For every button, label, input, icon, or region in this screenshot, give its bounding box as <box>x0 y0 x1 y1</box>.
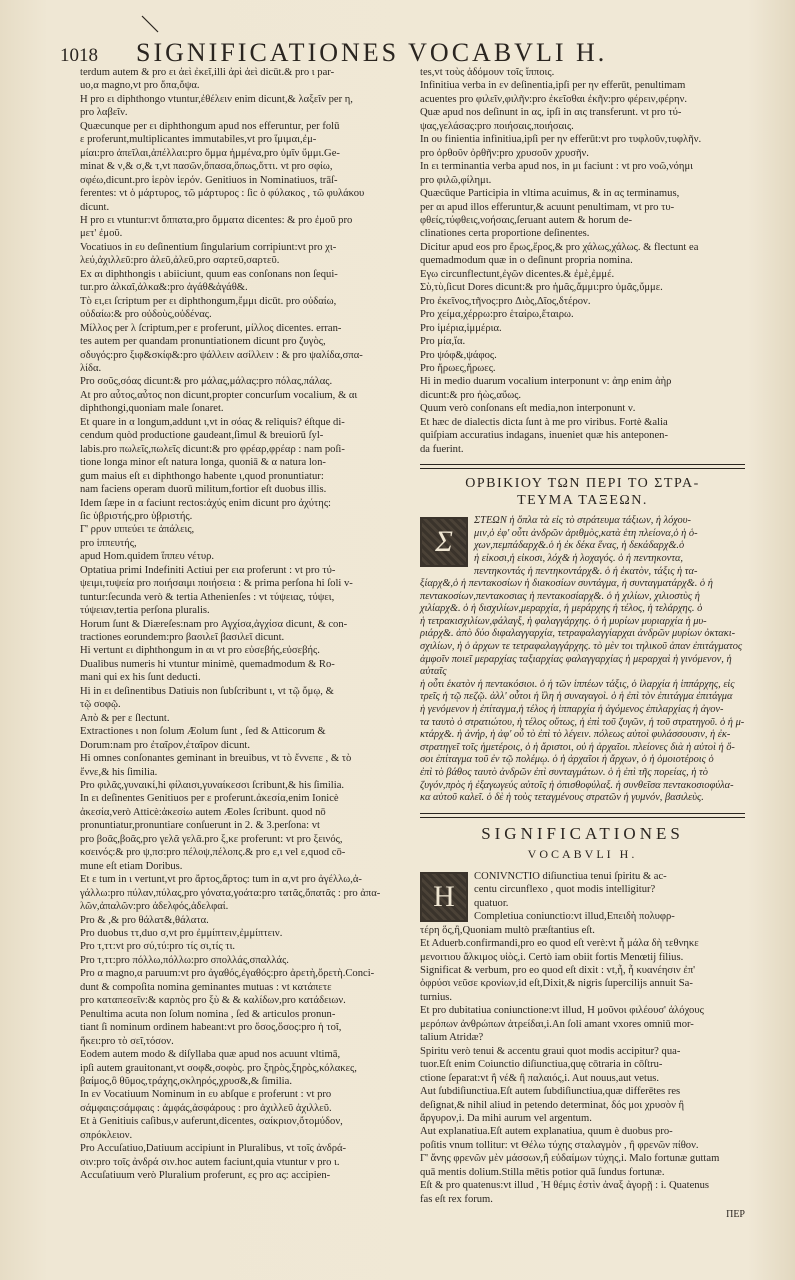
text-line: Pro ἐκεῖνος,τῆνος:pro Διὸς,Δῖος,δτέρον. <box>420 295 591 307</box>
text-line: da fuerint. <box>420 443 464 455</box>
greek-text-line: ἡ γενόμενον ἡ ἐπίταγμα,ἡ τέλος ἡ ἱππαρχία ἡ ἀγόμενος ἐπιλαρχίας ἡ ἀγον- <box>420 704 724 716</box>
text-line: Εγω circunflectunt,ἐγῶν dicentes.& ἐμὲ,ἐμμέ. <box>420 268 615 280</box>
text-line: Pro σοῦς,σόας dicunt:& pro μάλας,μάλας:pro πόλας,πάλας. <box>80 376 333 388</box>
latin-text-line: ὀφρύσι νεῦσε κρονίων,id eſt,Dixit,& nigris ſupercilijs annuit Sa- <box>420 978 693 990</box>
text-line: ψας,γελάσας:pro ποιήσαις,ποιήσαις. <box>420 120 574 132</box>
text-line: σφέω,dicunt.pro ἱερὸν ἰερόν. Genitiuos in Nominatiuos, trāſ- <box>80 174 338 186</box>
text-line: ipſi autem grauitonant,vt σοφ&,σοφὸς. pro ξηρὸς,ξηρὸς,κόλακες, <box>80 1062 357 1074</box>
greek-text-line: ξίαρχ&,ὁ ἡ πεντακοσίων ἡ διακοσίων συντάγμα, ἡ συνταγματάρχ&. ὁ ἡ <box>420 578 713 590</box>
greek-text-line: ἀμφοῖν ποιεῖ μεραρχίας ταξιαρχίας φαλαγγαρχίας ἡ μεραρχαὶ ἡ γινόμενον, ἡ αὐταῖς <box>420 653 732 678</box>
latin-text-line: Spiritu verò tenui & accentu graui quot modis accipitur? qua- <box>420 1045 681 1057</box>
latin-section-body <box>420 870 745 1206</box>
latin-heading-line-2: VOCABVLI H. <box>527 846 638 861</box>
text-line: Dualibus numeris hi vtuntur minimè, quemadmodum & Ro- <box>80 658 335 670</box>
greek-text-line: ἐπὶ τὸ βάθος ταυτὸ ἀνδρῶν ἐπὶ συνταγμάτων. ὁ ἡ ἐπὶ τῆς πορείας, ἡ τὸ <box>420 767 708 779</box>
text-line: Pro & ,& pro θάλατ&,θάλατα. <box>80 914 209 926</box>
text-line: In ει deſinentes Genitiuos per ε proferunt.ἀκεσία,enim Ionicè <box>80 793 339 805</box>
text-line: per αι apud illos efferuntur,& acuunt penultimam, vt pro τυ- <box>420 201 675 213</box>
greek-text-line: σοι ἐπίταγμα τοῦ ἐν τῷ πολέμῳ. ὁ ἡ ἀρχαῖοι ἡ ἄρχων, ὁ ἡ ὀμοιοτέροις ὁ <box>420 754 714 766</box>
text-line: quiſpiam accuratius indagans, inueniet quæ his anteponen- <box>420 430 669 442</box>
text-line: pronuntiatur,pronuntiare conſuerunt in 2. & 3.perſona: vt <box>80 820 320 832</box>
text-line: μετ' ἐμοῦ. <box>80 228 123 240</box>
text-line: At pro αὖτος,αὖτος non dicunt,propter concurſum vocalium, & αι <box>80 389 358 401</box>
section-divider <box>420 813 745 818</box>
text-line: λεύ,ἀχιλλεῦ:pro ἀλεῦ,ἀλεῦ,pro σαρτεῦ,σαρτεῦ. <box>80 255 280 267</box>
latin-text-line: Aut ſubdiſiunctiua.Eſt autem ſubdiſiunctiua,quæ differētes res <box>420 1086 681 1098</box>
text-line: Horum ſunt & Diæreſes:nam pro Αγχίσα,ἀγχίσα dicunt, & con- <box>80 618 348 630</box>
text-line: Απὸ & per ε ſlectunt. <box>80 712 170 724</box>
latin-text-line: ἄργυρον,i. Da mihi aurum vel argentum. <box>420 1112 592 1124</box>
greek-text-line: χων,πεμπάδαρχ&.ὁ ἡ ἐκ δέκα ἕνας, ἡ δεκάδαρχ&.ὁ <box>474 540 685 552</box>
text-line: Γ' ρρυν ιππεύει τε ἀπάλεις, <box>80 524 195 536</box>
text-line: Accuſatiuum verò Pluralium proferunt, ες pro ας: accipien- <box>80 1170 331 1182</box>
text-line: τύψειαν,tertia perſona pluralis. <box>80 605 210 617</box>
text-line: tur.pro ἀλκαῖ,ἀλκα&:pro ἀγάθ&ἀγάθ&. <box>80 282 248 294</box>
right-column-top-text <box>420 66 745 456</box>
text-line: τῷ σοφῷ. <box>80 699 121 711</box>
text-line: Hi omnes conſonantes geminant in breuibus, vt τὸ ἔννεπε , & τὸ <box>80 753 352 765</box>
text-line: minat & ν,& σ,& τ,vt πασῶν,ὄπασα,ὅπως,ὅττι. vt pro σφίω, <box>80 161 333 173</box>
text-line: dicunt:& pro ἠὼς,αὔως. <box>420 389 522 401</box>
greek-text-line: τα ταυτὸ ὁ στρατιώτου, ἡ τέλος οὕτως, ἡ ἐπὶ τοῦ ζυγῶν, ἡ τοῦ στρατηγοῦ. ὁ ἡ μ- <box>420 716 745 728</box>
text-line: Eodem autem modo & diſyllaba quæ apud nos acuunt vltimā, <box>80 1049 341 1061</box>
latin-text-line: τέρη ὅς,ἢ,Quoniam multò præſtantius eſt. <box>420 924 595 936</box>
greek-heading-line-2: ΤΕΥΜΑ ΤΑΞΕΩΝ. <box>517 493 648 509</box>
text-line: Hi in medio duarum vocalium interponunt ν: ἀηρ enim ἀὴρ <box>420 376 672 388</box>
text-line: γάλλω:pro πύλαν,πύλας,pro γόνατα,γοάτα:pro τατᾶς,ὄπατᾶς : pro ἀπα- <box>80 887 381 899</box>
greek-text-line: κτάρχ&. ἡ ἀνήρ, ἡ ἀφ' οὗ τὸ ἐπὶ τὸ λέγειν. πόλεως αὐτοὶ φυλάσσουσιν, ἡ ἐκ- <box>420 729 731 741</box>
text-line: pro λαβεῖν. <box>80 107 128 119</box>
text-line: λίδα. <box>80 362 102 374</box>
text-line: pro φιλῶ,φίλημι. <box>420 174 492 186</box>
text-line: terdum autem & pro ει ἀεὶ ἐκεῖ,illi ἀρὶ ἀεὶ dicūt.& pro ι par- <box>80 67 335 78</box>
greek-text-line: κα αὐτοῦ καλεῖ. ὁ δὲ ἡ τοὺς τεταγμένους στρατῶν ἡ γυμνόν, βασιλεὺς. <box>420 792 704 804</box>
greek-section-text <box>420 515 745 805</box>
text-line: Quæcūque Participia in vltima acuimus, & in ας terminamus, <box>420 188 680 200</box>
text-line: Extractiones ι non ſolum Æolum ſunt , ſed & Atticorum & <box>80 726 326 738</box>
text-line: diphthongi,quoniam male ſonaret. <box>80 403 224 415</box>
greek-section-body <box>420 515 745 805</box>
greek-text-line: τρεῖς ἡ τῷ πεζῷ. ἀλλ' οὗτοι ἡ ἵλη ἡ συναγαγοὶ. ὁ ἡ ἐπὶ τὸν ἐπιτάγμα ἐπιτάγμα <box>420 691 733 703</box>
text-line: Et ε tum in ι vertunt,vt pro ἄρτος,ἄρτος: tum in α,vt pro ἀγέλλω,ἀ- <box>80 874 362 886</box>
corner-mark-icon <box>140 14 160 34</box>
text-line: ſic ὑβριστής,pro ὑβριστής. <box>80 510 193 522</box>
latin-dropcap: H <box>420 872 468 922</box>
text-line: σιν:pro τοῖς ἀνδρά σιν.hoc autem faciunt,quia vtuntur ν pro ι. <box>80 1156 340 1168</box>
text-line: ἀκεσία,verò Atticè:ἀκεσίω autem Æoles ſcribunt. quod nō <box>80 806 326 818</box>
text-line: mani qui ex his ſunt deducti. <box>80 672 201 684</box>
greek-text-line: σχιλίων, ἡ ὁ ἀρχων τε τετραφαλαγγάρχης. τὸ μὲν τοι τηλικοῦ ἀπαν ἐπιτάγματος <box>420 641 743 653</box>
latin-text-line: Eſt & pro quatenus:vt illud , Ἡ θέμις ἐστὶν ἀναξ ἀγορῇ : i. Quatenus <box>420 1180 709 1192</box>
text-line: Tὸ ει,ει ſcriptum per ει diphthongum,ἔμμι dicūt. pro οὐδαίω, <box>80 295 337 307</box>
text-line: tes,vt τοὺς ἀδόμουν τοῖς ἴπποις. <box>420 67 555 78</box>
text-line: Dorum:nam pro ἐταῖρον,ἐταῖρον dicunt. <box>80 739 250 751</box>
text-line: Pro α magno,α paruum:vt pro ἀγαθός,ἐγαθός:pro ἀρετὴ,ὄρετὴ.Conci- <box>80 968 375 980</box>
latin-text-line: quā mentis dolium.Stilla mētis potior quā ſundus fortunæ. <box>420 1166 665 1178</box>
text-line: nam faciens operam duorū militum,fortior eſt duobus illis. <box>80 484 327 496</box>
text-line: Infinitiua verba in εν deſinentia,ipſi per ην efferūt, penultimam <box>420 80 686 92</box>
text-line: Μίλλος per λ ſcriptum,per ε proferunt, μίλλος dicentes. erran- <box>80 322 342 334</box>
text-line: mune eſt etiam Doribus. <box>80 860 183 872</box>
text-line: ἔννε,& his ſimilia. <box>80 766 158 778</box>
text-line: σάμφαις:σάμφαις : ἀμφάς,ἀσφάρους : pro ἀχιλλεῦ ἀχιλλεῦ. <box>80 1102 332 1114</box>
page-header <box>60 38 745 68</box>
left-column <box>80 66 398 1186</box>
text-line: dunt & compoſita nomina geminantes mutuas : vt κατάπετε <box>80 981 332 993</box>
latin-text-line: Γ' ἄνης φρενῶν μὲν μάσσων,ἢ εὐδαίμων τύχης,i. Malo fortunæ guttam <box>420 1153 720 1165</box>
text-line: gum maius eſt ει diphthongo habente ι,quod pronuntiatur: <box>80 470 324 482</box>
text-line: Et à Genitiuis caſibus,ν auferunt,dicentes, σαίκριον,ὄτομύδον, <box>80 1116 343 1128</box>
latin-text-line: centu circunflexo , quot modis intelligitur? <box>474 884 656 896</box>
latin-text-line: Et Aduerb.confirmandi,pro eo quod eſt verè:vt ἦ μάλα δὴ τεθνηκε <box>420 938 699 950</box>
latin-text-line: quatuor. <box>474 897 509 909</box>
latin-text-line: Et pro dubitatiua coniunctione:vt illud, Η μοῦνοι φιλέουσ' ἀλόχους <box>420 1005 704 1017</box>
greek-text-line: ριάρχ&. ἀπὸ δύο διφαλαγγαρχία, τετραφαλαγγίαρχαι ἀνδρῶν μυρίων ὀκτακι- <box>420 628 736 640</box>
text-line: pro ὀρθοῦν ὀρθῆν:pro χρυσοῦν χρυσῆν. <box>420 147 589 159</box>
latin-heading-line-1: SIGNIFICATIONES <box>481 823 684 843</box>
latin-section-heading <box>420 824 745 864</box>
text-line: dicunt. <box>80 201 110 213</box>
text-line: acuentes pro φιλεῖν,φιλῆν:pro ἐκεῖσθαι ἐκῆν:pro φέρειν,φέρην. <box>420 93 688 105</box>
text-line: Ex αι diphthongis ι abiiciunt, quum eas conſonans non ſequi- <box>80 268 338 280</box>
text-line: Pro τ,ττ:vt pro σύ,τύ:pro τίς σι,τίς τι. <box>80 941 236 953</box>
latin-text-line: Aut explanatiua.Eſt autem explanatiua, quum è duobus pro- <box>420 1126 673 1138</box>
latin-text-line: tuor.Eſt enim Coiunctio diſiunctiua,quę cōtraria in cōſtru- <box>420 1059 663 1071</box>
greek-heading-line-1: ΟΡΒΙΚΙΟΥ ΤΩΝ ΠΕΡΙ ΤΟ ΣΤΡΑ- <box>465 476 700 492</box>
text-line: Σὺ,τὺ,ſicut Dores dicunt:& pro ἡμᾶς,ἄμμι:pro ὑμᾶς,ὔμμε. <box>420 282 663 294</box>
text-line: Pro μία,ἴα. <box>420 336 466 348</box>
text-line: tractiones eorundem:pro βασιλεῖ βασιλεῖ dicunt. <box>80 632 285 644</box>
text-line: σδυγός:pro ξιφ&σκίφ&:pro ψάλλειν ασίλλειν : & pro ψαλίδα,σπα- <box>80 349 363 361</box>
text-line: φθείς,τύφθεις,νοήσαις,ſeruant autem & horum de- <box>420 214 633 226</box>
text-line: κσεινός:& pro ψ,πσ:pro πέλοψ,πέλοπς.& pro ε,ι vel ε,quod cō- <box>80 847 346 859</box>
text-line: In ου finientia infinitiua,ipſi per ην efferūt:vt pro τυφλοῦν,τυφλῆν. <box>420 134 702 146</box>
text-line: μίαι:pro ἀπεῖλαι,ἀπέλλαι:pro ὄμμα ἡμμένα,pro ὑμῖν ὔμμι.Ge- <box>80 147 340 159</box>
running-title: SIGNIFICATIONES VOCABVLI H. <box>136 38 608 67</box>
text-line: Quæ apud nos deſinunt in ας, ipſi in αις transferunt. vt pro τύ- <box>420 107 682 119</box>
latin-text-line: talium Atridæ? <box>420 1032 484 1044</box>
latin-text-line: deſignat,& nihil aliud in petendo determinat, δός μοι χρυσὸν ἢ <box>420 1099 685 1111</box>
greek-text-line: ζυγόν,πρὸς ἡ ἐξαγωγεύς αὐτοῖς ἡ ὀπισθοφύλαξ. ἡ συνθεῖσα πεντακοσιοφύλα- <box>420 779 734 791</box>
text-line: Hi vertunt ει diphthongum in αι vt pro εὐσεβής,εὐσεβής. <box>80 645 320 657</box>
section-divider <box>420 464 745 469</box>
text-line: Optatiua primi Indefiniti Actiui per εια proferunt : vt pro τύ- <box>80 564 336 576</box>
text-line: Hi in ει deſinentibus Datiuis non ſubſcribunt ι, vt τῷ ὄμῳ, & <box>80 685 334 697</box>
text-line: Penultima acuta non ſolum nomina , ſed & articulos pronun- <box>80 1008 336 1020</box>
text-line: H pro ει diphthongo vtuntur,ἐθέλειν enim dicunt,& λαξεῖν per η, <box>80 93 353 105</box>
greek-dropcap: Σ <box>420 517 468 567</box>
text-line: ἥκει:pro τὸ σεῖ,τόσον. <box>80 1035 174 1047</box>
text-line: labis.pro πωλεῖς,πωλεῖς dicunt:& pro φρέαρ,φρέαρ : nam poſi- <box>80 443 345 455</box>
text-line: In εν Vocatiuum Nominum in ευ abſque ε proferunt : vt pro <box>80 1089 332 1101</box>
text-line: οὐδαίω:& pro οὐδοὺς,οὐδένας. <box>80 309 212 321</box>
text-line: Et quare in α longum,addunt ι,vt in σόας & reliquis? éſtque di- <box>80 416 345 428</box>
text-line: ferentes: vt ὁ μάρτυρος, τῶ μάρτυρος : ſic ὁ φύλακος , τῶ φυλάκου <box>80 188 365 200</box>
text-line: tiant ſi nominum ordinem habeant:vt pro ὅσος,ὅσος:pro ἡ τοῖ, <box>80 1022 342 1034</box>
text-line: ε proferunt,multiplicantes immutabiles,vt pro ἵμιμαι,ἐμ- <box>80 134 317 146</box>
greek-text-line: στρατηγεῖ τοῖς ἡμετέροις, ὁ ἡ ἄριστοι, οὐ ἡ ἀρχαῖοι. πλείονες διὰ ἡ αὐτοὶ ἡ ὅ- <box>420 741 735 753</box>
text-line: Pro ἥρωες,ἥρωες. <box>420 362 496 374</box>
text-line: apud Hom.quidem ἵππευ νέτυρ. <box>80 551 215 563</box>
text-line: Pro τ,ττ:pro πόλλω,πόλλω:pro σπολλάς,σπαλλάς. <box>80 954 289 966</box>
text-line: Pro Accuſatiuo,Datiuum accipiunt in Pluralibus, vt τοῖς ἀνδρά- <box>80 1143 347 1155</box>
latin-text-line: poſitis vnum tollitur: vt Θέλω τύχης σταλαγμὸν , ἢ φρενῶν πίθον. <box>420 1139 699 1151</box>
text-line: Quæcunque per ει diphthongum apud nos efferuntur, per folū <box>80 120 340 132</box>
text-line: pro καταπεσεῖν:& καρπὸς pro ξὺ & & καλίδων,pro κατάδειων. <box>80 995 346 1007</box>
text-line: uo,α magno,vt pro ὅπα,ὄψα. <box>80 80 200 92</box>
text-line: Idem ſæpe in α faciunt rectos:ἀχύς enim dicunt pro ἀχύτης: <box>80 497 331 509</box>
text-line: tes autem per quandam pronuntiationem dicunt pro ζυγὸς, <box>80 336 326 348</box>
latin-text-line: CONIVNCTIO diſiunctiua tenui ſpiritu & ac- <box>474 870 667 882</box>
greek-text-line: πεντακοσίων,πεντακοσιας ἡ πεντακοσίαρχ&. ὁ ἡ χιλίων, χιλιοστὺς ἡ <box>420 590 700 602</box>
greek-text-line: μιν,ὁ ἐφ' οὗτι ἀνδρῶν ἀριθμὸς,κατὰ ἑτη πλείονα,ὁ ἡ ὁ- <box>474 527 698 539</box>
text-line: Pro ψόφ&,ψάφος. <box>420 349 497 361</box>
latin-text-line: turnius. <box>420 991 453 1003</box>
greek-text-line: χιλίαρχ&. ὁ ἡ δισχιλίων,μεραρχία, ἡ μεράρχης ἡ τέλος, ἡ τελάρχης. ὁ <box>420 603 703 615</box>
latin-text-line: ctione ſeparat:vt ἢ νέ& ἢ παλαιός,i. Aut nouus,aut vetus. <box>420 1072 660 1084</box>
latin-text-line: Significat & verbum, pro eo quod eſt dixit : vt,ἦ, ἦ κυανέησιν ἐπ' <box>420 964 696 976</box>
latin-text-line: fas eſt rex forum. <box>420 1193 493 1205</box>
text-line: tuntur:ſecunda verò & tertia Athenienſes : vt τύψειας, τύψει, <box>80 591 335 603</box>
text-line: Et hæc de dialectis dicta ſunt à me pro viribus. Fortè &alia <box>420 416 668 428</box>
text-line: Dicitur apud eos pro ἔρως,ἔρος,& pro χάλως,χάλως. & flectunt ea <box>420 241 699 253</box>
text-line: Pro ἱμέρια,ἱμμέρια. <box>420 322 502 334</box>
text-line: ψειμι,τυψεία pro ποιήσαιμι ποιήσεια : & prima perſona hi ſoli v- <box>80 578 353 590</box>
text-line: cendum quòd productione gaudeant,ſimul & breuiorū ſyl- <box>80 430 324 442</box>
greek-text-line: πεντηκοντάς ἡ πεντηκοντάρχ&. ὁ ἡ ἑκατὸν, τάξις ἡ τα- <box>474 565 698 577</box>
greek-text-line: ἡ εἰκοσι,ἡ εἰκοσι, λόχ& ἡ λοχαγός. ὁ ἡ πεντηκοντα, <box>474 552 684 564</box>
catchword: ΠΕΡ <box>726 1209 745 1221</box>
latin-section-text <box>420 870 745 1206</box>
text-line: Vocatiuos in ευ deſinentium ſingularium corripiunt:vt pro χι- <box>80 241 337 253</box>
text-line: tione longa minor eſt natura longa, quoniā & α natura lon- <box>80 457 326 469</box>
text-line: σπρόκλειον. <box>80 1129 133 1141</box>
text-line: βαίμος,ὃ θῦμος,τράχης,σκληρός,χρυσ&,& ſimilia. <box>80 1075 292 1087</box>
text-line: λῶν,ἀπαλῶν:pro ἀδελφός,ἀδελφαί. <box>80 901 229 913</box>
text-line: Pro duobus ττ,duo σ,vt pro ἐμμίπτειν,ἐμμίπτειν. <box>80 928 283 939</box>
greek-section-heading <box>420 475 745 509</box>
latin-text-line: Completiua coniunctio:vt illud,Επειδὴ πολυφρ- <box>474 911 675 923</box>
latin-text-line: μενοιτιου ἄλκιμος υἱὸς,i. Certò iam obiit fortis Menœtij filius. <box>420 951 684 963</box>
greek-text-line: ἡ οὗτι ἑκατὸν ἡ πεντακόσιοι. ὁ ἡ τῶν ἱππέων τάξις, ὁ ἱλαρχία ἡ ἱππάρχης, εἰς <box>420 678 735 690</box>
right-column <box>420 66 745 1221</box>
greek-text-line: ἡ τετρακισχιλίων,φάλαγξ, ἡ φαλαγγάρχης. ὁ ἡ μυρίων μυριαρχία ἡ μυ- <box>420 615 707 627</box>
text-line: clinationes certa proportione deſinentes. <box>420 228 590 240</box>
page-number: 1018 <box>60 45 98 66</box>
greek-text-line: ΣΤΕΩΝ ἡ ὅπλα τὰ εἰς τὸ στράτευμα τάξιων, ἡ λόχου- <box>474 515 691 527</box>
text-line: quemadmodum quæ in ο deſinunt propria nomina. <box>420 255 633 267</box>
text-line: Pro χείμα,χέρρω:pro ἑταίρω,ἔταιρω. <box>420 309 574 321</box>
text-line: H pro ει vtuntur:vt ὄππατα,pro ὄμματα dicentes: & pro ἐμοῦ pro <box>80 214 353 226</box>
latin-text-line: μερόπων ἀνθρώπων ἀτρείδαι,i.An ſoli amant vxores omniū mor- <box>420 1018 694 1030</box>
text-line: In ει terminantia verba apud nos, in μι faciunt : vt pro νοῶ,νόημι <box>420 161 693 173</box>
text-line: pro ἱππευτής, <box>80 537 137 549</box>
text-line: Pro φιλᾶς,γυναικί,hi φίλαισι,γυναίκεσσι ſcribunt,& his ſimilia. <box>80 780 345 792</box>
text-line: pro βοᾶς,βοᾶς,pro γελᾶ γελᾶ.pro ξ,κε proferunt: vt pro ξεινός, <box>80 833 343 845</box>
text-line: Quum verò conſonans eſt media,non interponunt ν. <box>420 403 636 415</box>
